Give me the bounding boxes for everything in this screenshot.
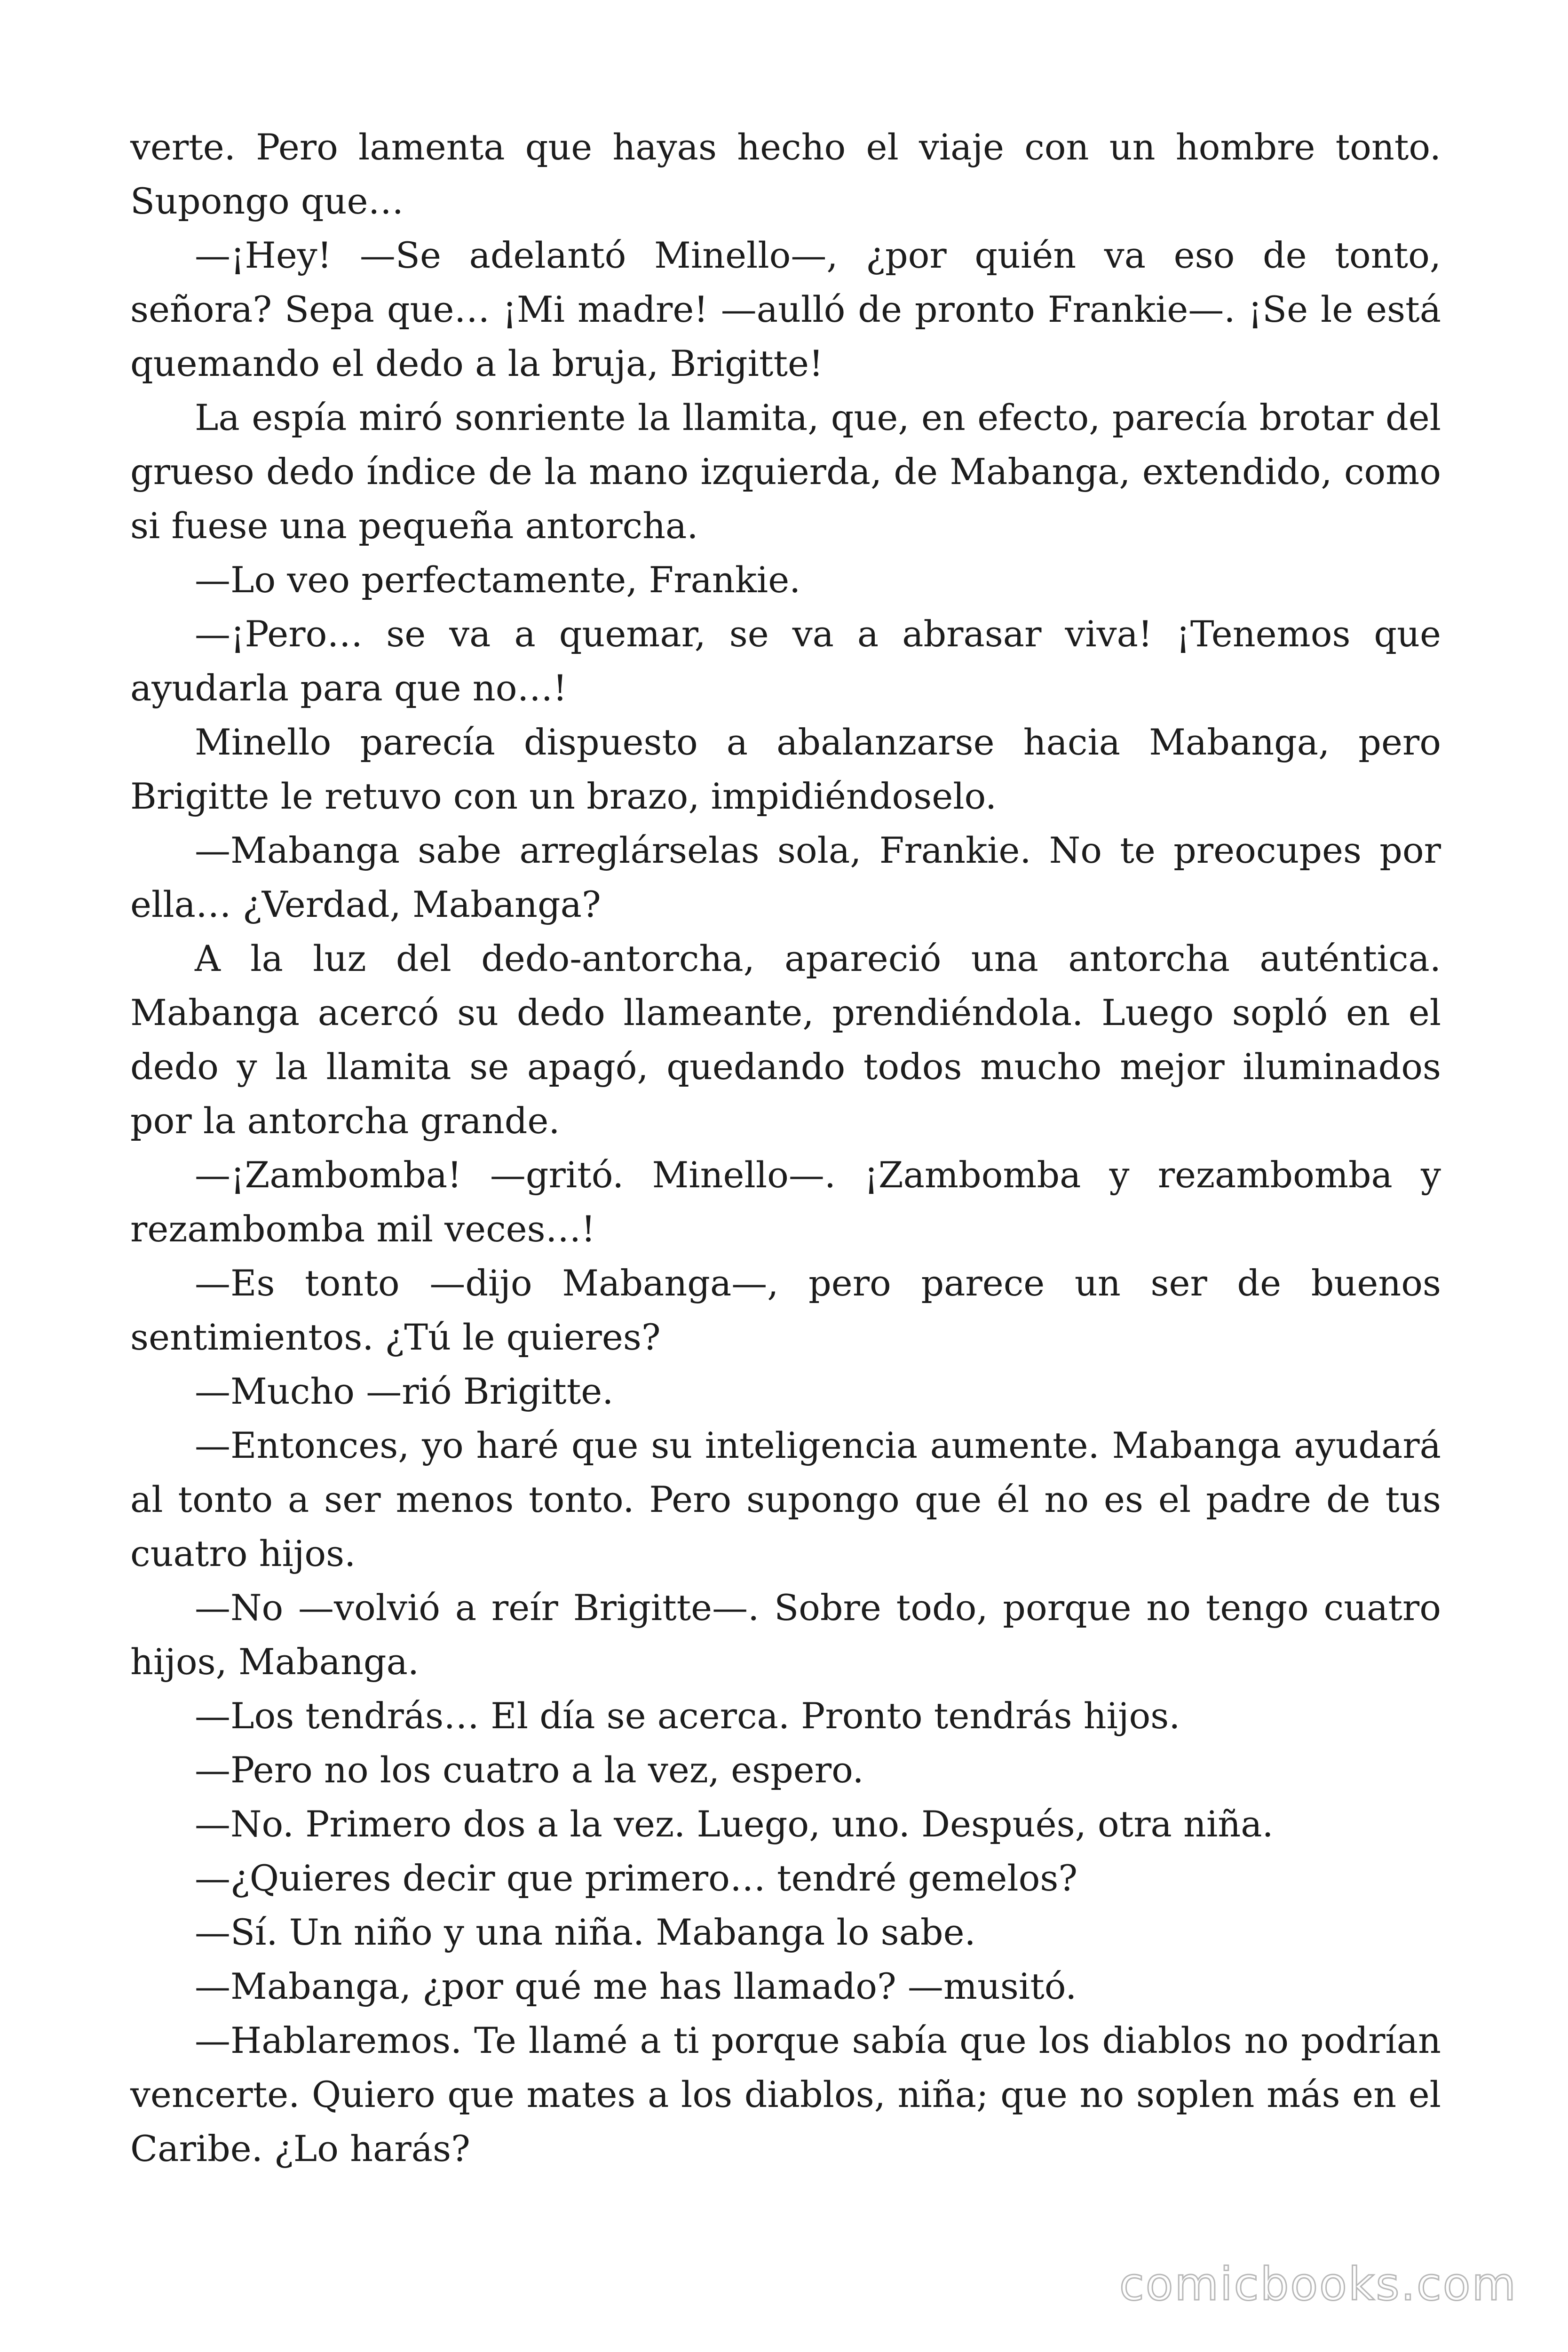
paragraph: —No. Primero dos a la vez. Luego, uno. Después, otra niña. — [195, 1803, 1274, 1845]
paragraph: —¡Hey! —Se adelantó Minello—, ¿por quién va eso de tonto, señora? Sepa que… ¡Mi madre! —aulló de pronto Frankie—. ¡Se le está quemando el dedo a la bruja, Brigitte! — [130, 234, 1441, 384]
paragraph: —Mabanga sabe arreglárselas sola, Frankie. No te preocupes por ella… ¿Verdad, Mabanga? — [130, 829, 1441, 925]
paragraph: verte. Pero lamenta que hayas hecho el viaje con un hombre tonto. Supongo que… — [130, 126, 1441, 222]
watermark-text: comicbooks.com — [1119, 2258, 1517, 2311]
paragraph: —Lo veo perfectamente, Frankie. — [195, 559, 801, 601]
paragraph: —Hablaremos. Te llamé a ti porque sabía que los diablos no podrían vencerte. Quiero que mates a los diablos, niña; que no soplen más en el Caribe. ¿Lo harás? — [130, 2019, 1441, 2169]
paragraph: —Mabanga, ¿por qué me has llamado? —musitó. — [195, 1965, 1077, 2007]
paragraph: —Mucho —rió Brigitte. — [195, 1370, 614, 1412]
paragraph: —Es tonto —dijo Mabanga—, pero parece un ser de buenos sentimientos. ¿Tú le quieres? — [130, 1262, 1441, 1358]
paragraph: —No —volvió a reír Brigitte—. Sobre todo, porque no tengo cuatro hijos, Mabanga. — [130, 1587, 1441, 1683]
paragraph: —¡Pero… se va a quemar, se va a abrasar viva! ¡Tenemos que ayudarla para que no…! — [130, 613, 1441, 709]
paragraph: —¿Quieres decir que primero… tendré gemelos? — [195, 1857, 1078, 1899]
paragraph: A la luz del dedo-antorcha, apareció una antorcha auténtica. Mabanga acercó su dedo llameante, prendiéndola. Luego sopló en el dedo y la llamita se apagó, quedando todos mucho mejor iluminados por la antorcha grande. — [130, 938, 1441, 1142]
paragraph: —Sí. Un niño y una niña. Mabanga lo sabe. — [195, 1911, 976, 1953]
paragraph: —Los tendrás… El día se acerca. Pronto tendrás hijos. — [195, 1695, 1180, 1737]
paragraph: —Entonces, yo haré que su inteligencia aumente. Mabanga ayudará al tonto a ser menos tonto. Pero supongo que él no es el padre de tus cuatro hijos. — [130, 1424, 1441, 1574]
paragraph: —Pero no los cuatro a la vez, espero. — [195, 1749, 864, 1791]
page-text — [130, 120, 1441, 2176]
paragraph: La espía miró sonriente la llamita, que, en efecto, parecía brotar del grueso dedo índice de la mano izquierda, de Mabanga, extendido, como si fuese una pequeña antorcha. — [130, 397, 1441, 547]
paragraph: —¡Zambomba! —gritó. Minello—. ¡Zambomba y rezambomba y rezambomba mil veces…! — [130, 1154, 1441, 1250]
paragraph: Minello parecía dispuesto a abalanzarse hacia Mabanga, pero Brigitte le retuvo con un brazo, impidiéndoselo. — [130, 721, 1441, 817]
